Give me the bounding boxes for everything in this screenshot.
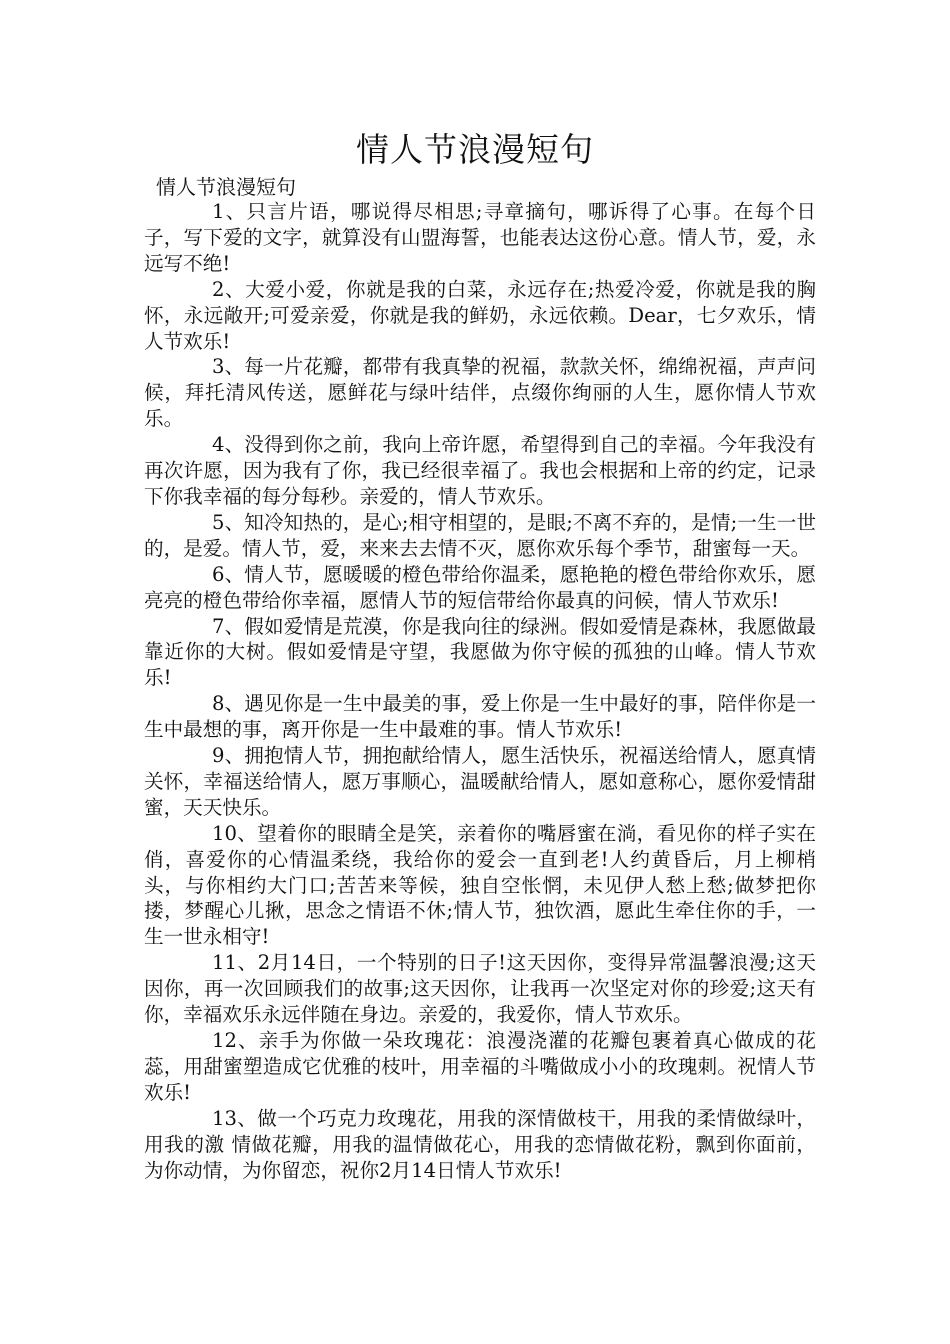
document-title: 情人节浪漫短句 [356, 130, 594, 169]
paragraph-3: 3、每一片花瓣，都带有我真挚的祝福，款款关怀，绵绵祝福，声声问候，拜托清风传送，愿鲜花与绿叶结伴，点缀你绚丽的人生，愿你情人节欢乐。 [144, 355, 816, 431]
paragraph-1: 1、只言片语，哪说得尽相思;寻章摘句，哪诉得了心事。在每个日子，写下爱的文字，就算没有山盟海誓，也能表达这份心意。情人节，爱，永远写不绝! [144, 200, 816, 275]
paragraph-9: 9、拥抱情人节，拥抱献给情人，愿生活快乐，祝福送给情人，愿真情关怀，幸福送给情人，愿万事顺心，温暖献给情人，愿如意称心，愿你爱情甜蜜，天天快乐。 [144, 744, 816, 819]
paragraph-7: 7、假如爱情是荒漠，你是我向往的绿洲。假如爱情是森林，我愿做最靠近你的大树。假如爱情是守望，我愿做为你守候的孤独的山峰。情人节欢乐! [144, 614, 816, 690]
paragraph-6: 6、情人节，愿暖暖的橙色带给你温柔，愿艳艳的橙色带给你欢乐，愿亮亮的橙色带给你幸福，愿情人节的短信带给你最真的问候，情人节欢乐! [144, 562, 816, 612]
paragraph-4: 4、没得到你之前，我向上帝许愿，希望得到自己的幸福。今年我没有再次许愿，因为我有了你，我已经很幸福了。我也会根据和上帝的约定，记录下你我幸福的每分每秒。亲爱的，情人节欢乐。 [144, 433, 816, 508]
paragraph-2: 2、大爱小爱，你就是我的白菜，永远存在;热爱冷爱，你就是我的胸怀，永远敞开;可爱亲爱，你就是我的鲜奶，永远依赖。Dear，七夕欢乐，情人节欢乐! [144, 277, 816, 353]
paragraph-12: 12、亲手为你做一朵玫瑰花：浪漫浇灌的花瓣包裹着真心做成的花蕊，用甜蜜塑造成它优雅的枝叶，用幸福的斗嘴做成小小的玫瑰刺。祝情人节欢乐! [144, 1029, 816, 1104]
document-body [144, 199, 816, 1183]
document-subtitle: 情人节浪漫短句 [156, 175, 296, 199]
paragraph-8: 8、遇见你是一生中最美的事，爱上你是一生中最好的事，陪伴你是一生中最想的事，离开你是一生中最难的事。情人节欢乐! [144, 692, 816, 742]
paragraph-13: 13、做一个巧克力玫瑰花，用我的深情做枝干，用我的柔情做绿叶，用我的激 情做花瓣，用我的温情做花心，用我的恋情做花粉，飘到你面前，为你动情，为你留恋，祝你2月14日情人节欢乐! [144, 1106, 816, 1182]
paragraph-11: 11、2月14日，一个特别的日子!这天因你，变得异常温馨浪漫;这天因你，再一次回顾我们的故事;这天因你，让我再一次坚定对你的珍爱;这天有你，幸福欢乐永远伴随在身边。亲爱的，我爱你，情人节欢乐。 [144, 951, 816, 1027]
paragraph-10: 10、望着你的眼睛全是笑，亲着你的嘴唇蜜在淌，看见你的样子实在俏，喜爱你的心情温柔绕，我给你的爱会一直到老!人约黄昏后，月上柳梢头，与你相约大门口;苦苦来等候，独自空怅惘，未见伊人愁上愁;做梦把你搂，梦醒心儿揪，思念之情语不休;情人节，独饮酒，愿此生牵住你的手，一生一世永相守! [144, 821, 816, 949]
paragraph-5: 5、知冷知热的，是心;相守相望的，是眼;不离不弃的，是情;一生一世的，是爱。情人节，爱，来来去去情不灭，愿你欢乐每个季节，甜蜜每一天。 [144, 510, 816, 560]
